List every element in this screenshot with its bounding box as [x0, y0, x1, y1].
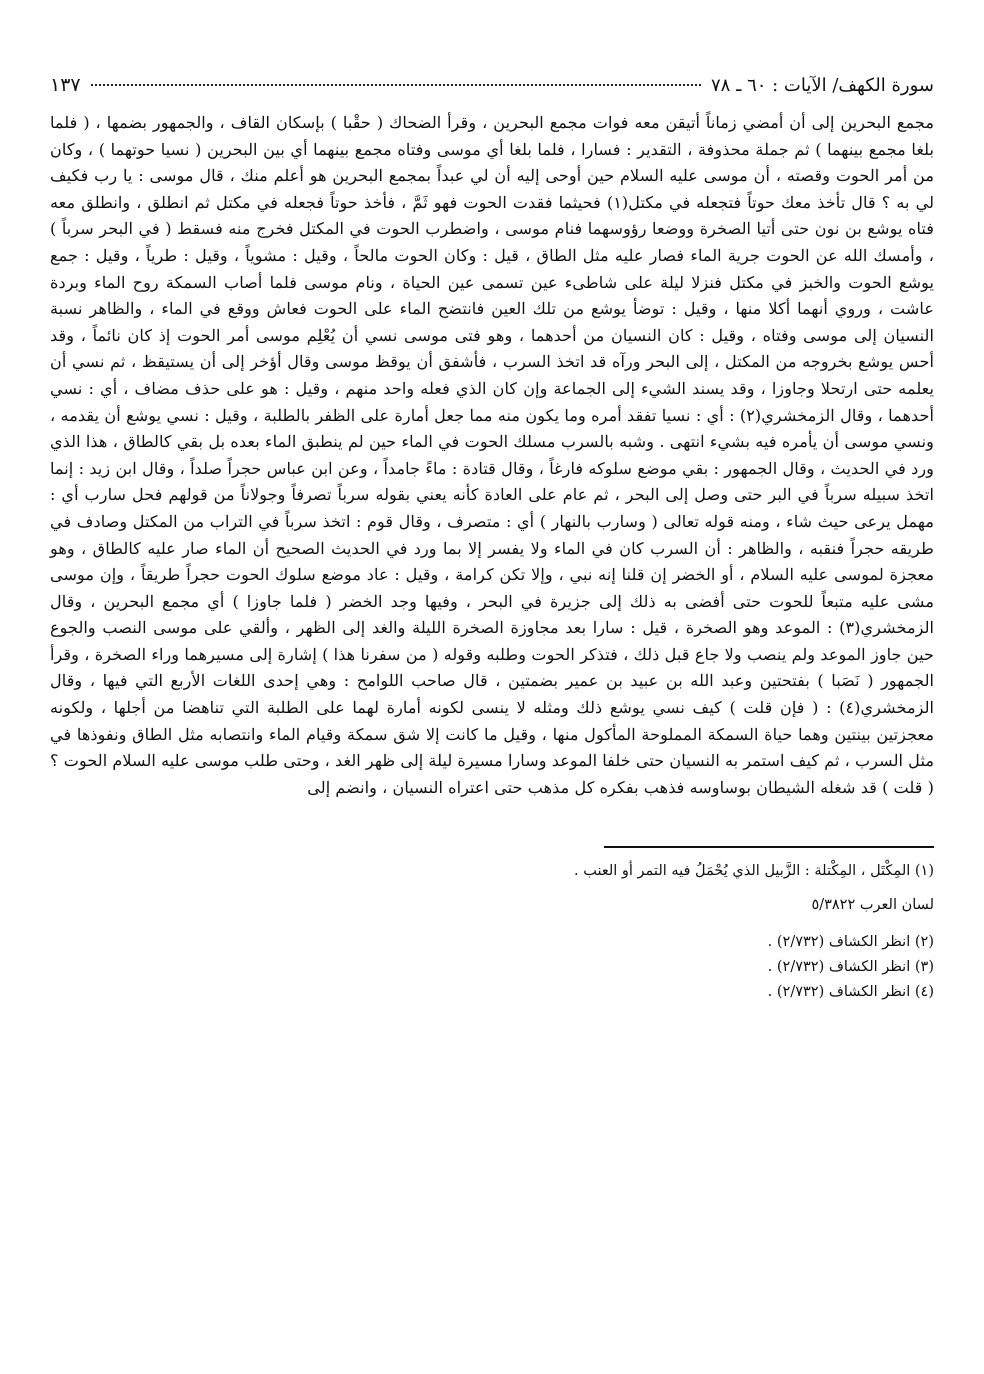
main-text: مجمع البحرين إلى أن أمضي زماناً أتيقن معه فوات مجمع البحرين ، وقرأ الضحاك ( حقْبا ) بإسكان القاف ، والجمهور بضمها ، ( فلما بلغا مجمع بينهما ) ثم جملة محذوفة ، التقدير : فسارا ، فلما بلغا أي موسى وفتاه مجمع بينهما أي بين البحرين ( نسيا حوتهما ) ، وكان من أمر الحوت وقصته ، أن موسى عليه السلام حين أوحى إليه أن لي عبداً بمجمع البحرين هو أعلم منك ، قال موسى : يا رب فكيف لي به ؟ قال تأخذ معك حوتاً فتجعله في مكتل(١) فحيثما فقدت الحوت فهو ثَمَّ ، فأخذ حوتاً فجعله في مكتل ثم انطلق ، وانطلق معه فتاه يوشع بن نون حتى أتيا الصخرة ووضعا رؤوسهما فنام موسى ، واضطرب الحوت في المكتل فخرج منه فسقط ( في البحر سرباً ) ، وأمسك الله عن الحوت جرية الماء فصار عليه مثل الطاق ، قيل : وكان الحوت مالحاً ، وقيل : مشوياً ، وقيل : طرياً ، وقيل : جمع يوشع الحوت والخبز في مكتل فنزلا ليلة على شاطىء عين تسمى عين الحياة ، ونام موسى فلما أصاب السمكة روح الماء وبردة عاشت ، وروي أنهما أكلا منها ، وقيل : توضأ يوشع من تلك العين فانتضح الماء على الحوت فعاش ووقع في الماء ، والظاهر نسبة النسيان إلى موسى وفتاه ، وقيل : كان النسيان من أحدهما ، وهو فتى موسى نسي أن يُعْلِم موسى أمر الحوت إذ كان نائماً ، وقد أحس يوشع بخروجه من المكتل ، إلى البحر ورآه قد اتخذ السرب ، فأشفق أن يوقظ موسى وقال أؤخر إلى أن يستيقظ ، ثم نسي أن يعلمه حتى ارتحلا وجاوزا ، وقد يسند الشيء إلى الجماعة وإن كان الذي فعله واحد منهم ، وقيل : هو على حذف مضاف ، أي : نسي أحدهما ، وقال الزمخشري(٢) : أي : نسيا تفقد أمره وما يكون منه مما جعل أمارة على الظفر بالطلبة ، وقيل : نسي يوشع أن يقدمه ، ونسي موسى أن يأمره فيه بشيء انتهى . وشبه بالسرب مسلك الحوت في الماء حين لم ينطبق الماء بعده بل بقي كالطاق ، هذا الذي ورد في الحديث ، وقال الجمهور : بقي موضع سلوكه فارغاً ، وقال قتادة : ماءً جامداً ، وعن ابن عباس حجراً صلداً ، وقال ابن زيد : إنما اتخذ سبيله سرباً في البر حتى وصل إلى البحر ، ثم عام على العادة كأنه يعني بقوله سرباً تصرفاً وجولاناً من قولهم فحل سارب أي : مهمل يرعى حيث شاء ، ومنه قوله تعالى ( وسارب بالنهار ) أي : متصرف ، وقال قوم : اتخذ سرباً في التراب من المكتل وصادف في طريقه حجراً فنقبه ، والظاهر : أن السرب كان في الماء ولا يفسر إلا بما ورد في الحديث الصحيح أن الماء صار عليه كالطاق ، وهو معجزة لموسى عليه السلام ، أو الخضر إن قلنا إنه نبي ، وإلا تكن كرامة ، وقيل : عاد موضع سلوك الحوت حجراً طريقاً ، وإن موسى مشى عليه متبعاً للحوت حتى أفضى به ذلك إلى جزيرة في البحر ، وفيها وجد الخضر ( فلما جاوزا ) أي مجمع البحرين ، وقال الزمخشري(٣) : الموعد وهو الصخرة ، قيل : سارا بعد مجاوزة الصخرة الليلة والغد إلى الظهر ، وألقي على موسى النصب والجوع حين جاوز الموعد ولم ينصب ولا جاع قبل ذلك ، فتذكر الحوت وطلبه وقوله ( من سفرنا هذا ) إشارة إلى مسيرهما وراء الصخرة ، وقرأ الجمهور ( نَصَبا ) بفتحتين وعبد الله بن عبيد بن عمير بضمتين ، قال صاحب اللوامح : وهي إحدى اللغات الأربع التي فيها ، وقال الزمخشري(٤) : ( فإن قلت ) كيف نسي يوشع ذلك ومثله لا ينسى لكونه أمارة لهما على الطلبة التي تناهضا من أجلها ، ولكونه معجزتين بينتين وهما حياة السمكة المملوحة المأكول منها ، وقيل ما كانت إلا شق سمكة وقيام الماء وانتصابه مثل الطاق ونفوذها في مثل السرب ، ثم كيف استمر به النسيان حتى خلفا الموعد وسارا مسيرة ليلة إلى ظهر الغد ، وحتى طلب موسى عليه السلام الحوت ؟ ( قلت ) قد شغله الشيطان بوساوسه فذهب بفكره كل مذهب حتى اعتراه النسيان ، وانضم إلى	[50, 113, 935, 797]
page-number: ١٣٧	[50, 74, 81, 96]
footnote-1-source: لسان العرب ٥/٣٨٢٢	[811, 897, 934, 914]
footnote-4: (٤) انظر الكشاف (٢/٧٣٢) .	[767, 984, 934, 1001]
footnote-list	[50, 930, 934, 1005]
surah-title: سورة الكهف/ الآيات : ٦٠ ـ ٧٨	[711, 75, 934, 96]
running-header	[50, 74, 934, 108]
header-dot-leader	[91, 84, 701, 86]
footnote-2: (٢) انظر الكشاف (٢/٧٣٢) .	[767, 934, 934, 951]
footnote-3: (٣) انظر الكشاف (٢/٧٣٢) .	[767, 959, 934, 976]
footnote-1: (١) المِكْتَل ، المِكْتلة : الزَّبيل الذي يُحْمَلُ فيه التمر أو العنب .	[574, 863, 934, 880]
footnote-separator	[604, 846, 934, 848]
